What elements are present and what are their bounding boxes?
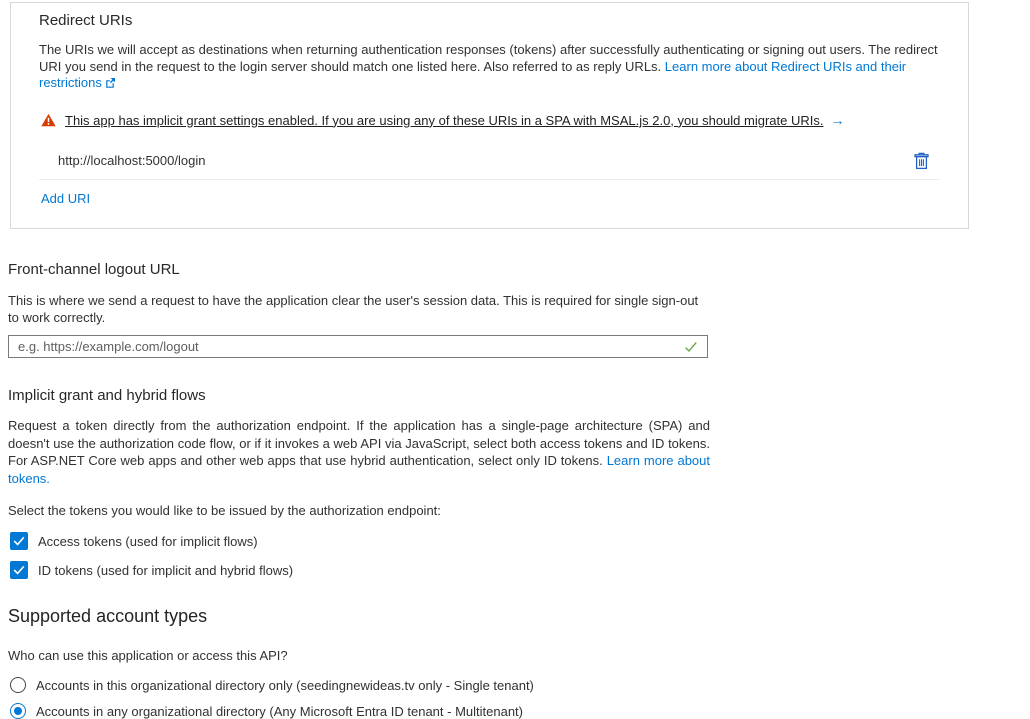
check-icon bbox=[13, 563, 25, 578]
redirect-uris-description bbox=[39, 42, 940, 93]
access-tokens-checkbox[interactable] bbox=[10, 532, 28, 550]
implicit-grant-description bbox=[8, 417, 710, 487]
valid-checkmark-icon bbox=[683, 339, 699, 355]
delete-uri-button[interactable] bbox=[913, 152, 930, 170]
learn-more-redirect-uris-link[interactable]: Learn more about Redirect URIs and their restrictions bbox=[39, 58, 907, 90]
access-tokens-label: Access tokens (used for implicit flows) bbox=[38, 533, 258, 549]
single-tenant-radio-row[interactable] bbox=[10, 677, 710, 693]
id-tokens-label: ID tokens (used for implicit and hybrid flows) bbox=[38, 562, 294, 578]
implicit-grant-title: Implicit grant and hybrid flows bbox=[8, 387, 206, 404]
redirect-uri-value: http://localhost:5000/login bbox=[58, 153, 206, 168]
implicit-grant-warning bbox=[41, 112, 940, 131]
radio-dot bbox=[14, 707, 22, 715]
multitenant-label: Accounts in any organizational directory (Any Microsoft Entra ID tenant - Multitenant) bbox=[36, 703, 523, 719]
who-can-use-question: Who can use this application or access this API? bbox=[8, 648, 288, 663]
warning-triangle-icon bbox=[41, 113, 56, 131]
check-icon bbox=[13, 534, 25, 549]
multitenant-radio[interactable] bbox=[10, 703, 26, 719]
single-tenant-label: Accounts in this organizational directory only (seedingnewideas.tv only - Single tenant) bbox=[36, 677, 534, 693]
warning-text-wrap bbox=[65, 112, 844, 129]
front-channel-description: This is where we send a request to have the application clear the user's session data. This is required for single sign-out to work correctly. bbox=[8, 293, 699, 325]
arrow-right-icon[interactable]: → bbox=[830, 111, 845, 128]
redirect-uris-title: Redirect URIs bbox=[39, 12, 133, 29]
learn-more-tokens-link[interactable]: Learn more about tokens. bbox=[8, 453, 710, 486]
trash-icon bbox=[913, 158, 930, 173]
external-link-icon bbox=[105, 76, 116, 91]
add-uri-button[interactable]: Add URI bbox=[41, 190, 91, 206]
implicit-grant-description-text: Request a token directly from the authorization endpoint. If the application has a single-page architecture (SPA) and doesn't use the authorization code flow, or if it invokes a web API via JavaScript, select both access tokens and ID tokens. For ASP.NET Core web apps and other web apps that use hybrid authentication, select only ID tokens. bbox=[8, 418, 710, 468]
id-tokens-checkbox[interactable] bbox=[10, 561, 28, 579]
front-channel-title: Front-channel logout URL bbox=[8, 261, 180, 278]
access-tokens-checkbox-row[interactable] bbox=[10, 532, 710, 550]
single-tenant-radio[interactable] bbox=[10, 677, 26, 693]
multitenant-radio-row[interactable] bbox=[10, 703, 710, 719]
supported-account-types-title: Supported account types bbox=[8, 606, 208, 626]
logout-url-field-wrap bbox=[8, 335, 708, 358]
select-tokens-prompt: Select the tokens you would like to be issued by the authorization endpoint: bbox=[8, 503, 441, 518]
settings-column bbox=[8, 228, 710, 719]
redirect-uris-card bbox=[10, 2, 969, 229]
front-channel-logout-url-input[interactable] bbox=[8, 335, 708, 358]
redirect-uris-description-text: The URIs we will accept as destinations when returning authentication responses (tokens) after successfully authenticating or signing out users. The redirect URI you send in the request to the login server should match one listed here. Also referred to as reply URLs. bbox=[39, 42, 938, 74]
redirect-uri-row bbox=[39, 145, 940, 180]
id-tokens-checkbox-row[interactable] bbox=[10, 561, 710, 579]
migrate-uris-link[interactable]: This app has implicit grant settings enabled. If you are using any of these URIs in a SPA with MSAL.js 2.0, you should migrate URIs. bbox=[65, 112, 824, 128]
